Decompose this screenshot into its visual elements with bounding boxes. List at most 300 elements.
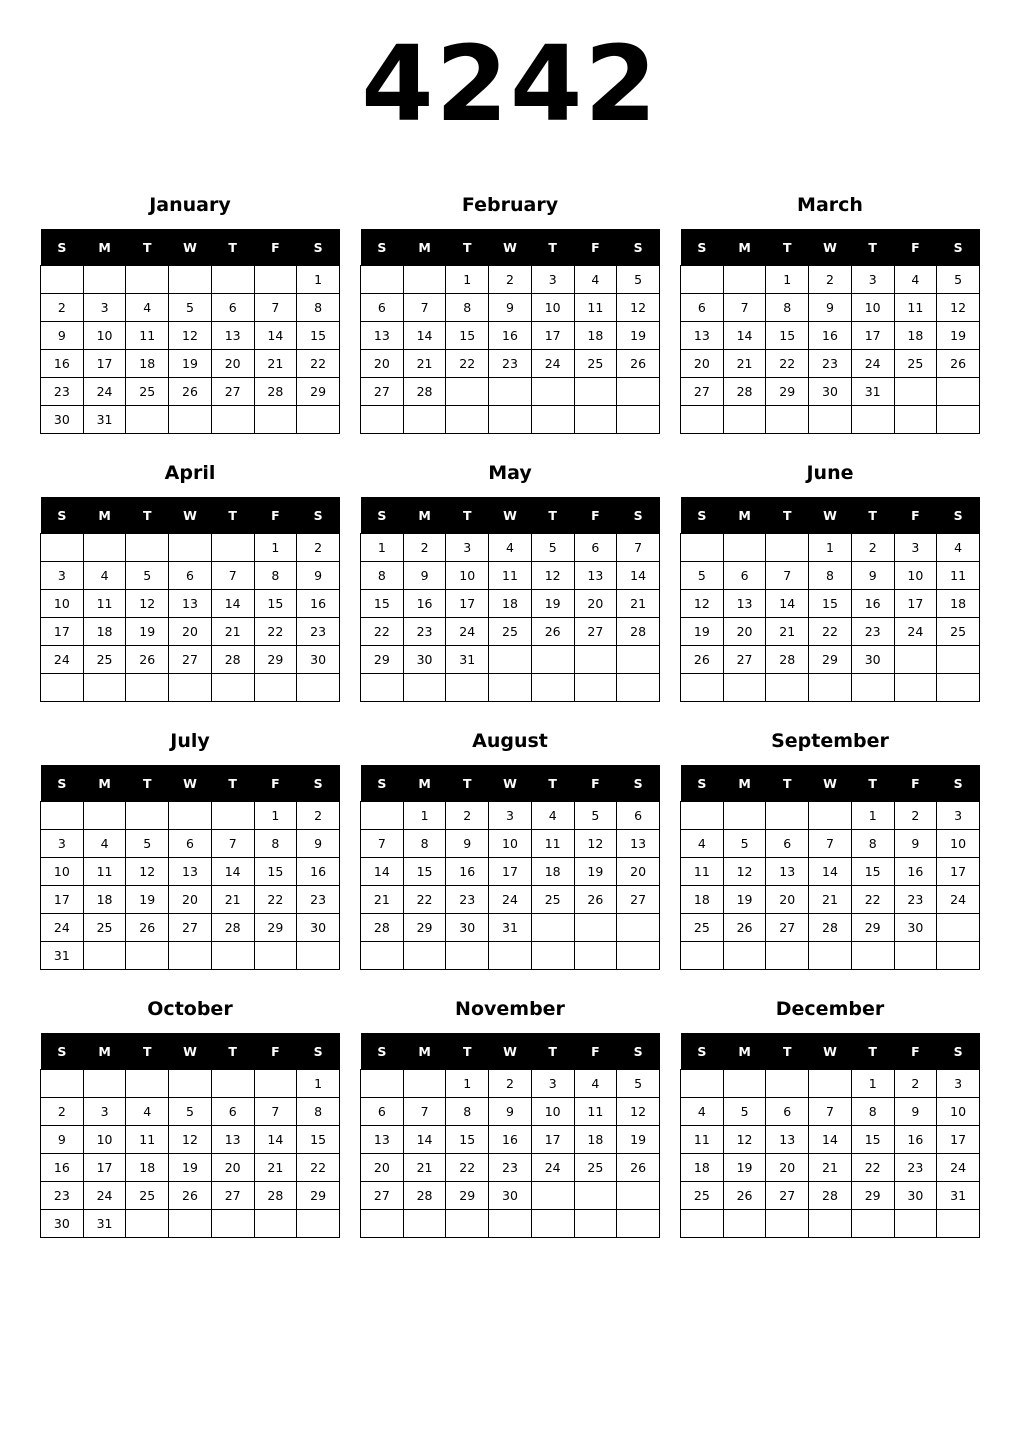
day-cell[interactable]: 17 (41, 618, 84, 646)
day-cell[interactable]: 17 (83, 1154, 126, 1182)
day-cell[interactable]: 5 (169, 294, 212, 322)
day-cell[interactable]: 8 (446, 1098, 489, 1126)
day-cell[interactable]: 12 (723, 858, 766, 886)
day-cell[interactable]: 11 (681, 1126, 724, 1154)
day-cell[interactable]: 18 (531, 858, 574, 886)
day-cell[interactable]: 28 (766, 646, 809, 674)
day-cell[interactable]: 13 (211, 1126, 254, 1154)
day-cell[interactable]: 17 (446, 590, 489, 618)
day-cell[interactable]: 23 (894, 1154, 937, 1182)
day-cell[interactable]: 9 (851, 562, 894, 590)
day-cell[interactable]: 3 (41, 562, 84, 590)
day-cell[interactable]: 21 (254, 350, 297, 378)
day-cell[interactable]: 30 (403, 646, 446, 674)
day-cell[interactable]: 14 (617, 562, 660, 590)
day-cell[interactable]: 27 (361, 378, 404, 406)
day-cell[interactable]: 17 (851, 322, 894, 350)
day-cell[interactable]: 23 (403, 618, 446, 646)
day-cell[interactable]: 13 (723, 590, 766, 618)
day-cell[interactable]: 27 (617, 886, 660, 914)
day-cell[interactable]: 2 (41, 1098, 84, 1126)
day-cell[interactable]: 1 (297, 266, 340, 294)
day-cell[interactable]: 10 (531, 294, 574, 322)
day-cell[interactable]: 29 (446, 1182, 489, 1210)
day-cell[interactable]: 22 (254, 886, 297, 914)
day-cell[interactable]: 3 (851, 266, 894, 294)
day-cell[interactable]: 11 (489, 562, 532, 590)
day-cell[interactable]: 20 (169, 886, 212, 914)
day-cell[interactable]: 19 (531, 590, 574, 618)
day-cell[interactable]: 27 (169, 914, 212, 942)
day-cell[interactable]: 15 (403, 858, 446, 886)
day-cell[interactable]: 10 (83, 1126, 126, 1154)
day-cell[interactable]: 3 (937, 1070, 980, 1098)
day-cell[interactable]: 16 (489, 1126, 532, 1154)
day-cell[interactable]: 3 (41, 830, 84, 858)
day-cell[interactable]: 1 (446, 1070, 489, 1098)
day-cell[interactable]: 18 (681, 1154, 724, 1182)
day-cell[interactable]: 8 (851, 1098, 894, 1126)
day-cell[interactable]: 20 (723, 618, 766, 646)
day-cell[interactable]: 25 (894, 350, 937, 378)
day-cell[interactable]: 3 (894, 534, 937, 562)
day-cell[interactable]: 9 (489, 1098, 532, 1126)
day-cell[interactable]: 30 (809, 378, 852, 406)
day-cell[interactable]: 27 (766, 1182, 809, 1210)
day-cell[interactable]: 12 (169, 322, 212, 350)
day-cell[interactable]: 13 (574, 562, 617, 590)
day-cell[interactable]: 2 (489, 1070, 532, 1098)
day-cell[interactable]: 10 (41, 858, 84, 886)
day-cell[interactable]: 4 (83, 562, 126, 590)
day-cell[interactable]: 2 (851, 534, 894, 562)
day-cell[interactable]: 12 (723, 1126, 766, 1154)
day-cell[interactable]: 10 (531, 1098, 574, 1126)
day-cell[interactable]: 2 (41, 294, 84, 322)
day-cell[interactable]: 11 (83, 590, 126, 618)
day-cell[interactable]: 4 (126, 294, 169, 322)
day-cell[interactable]: 28 (254, 378, 297, 406)
day-cell[interactable]: 16 (894, 1126, 937, 1154)
day-cell[interactable]: 9 (297, 830, 340, 858)
day-cell[interactable]: 8 (254, 830, 297, 858)
day-cell[interactable]: 6 (169, 830, 212, 858)
day-cell[interactable]: 25 (126, 378, 169, 406)
day-cell[interactable]: 9 (489, 294, 532, 322)
day-cell[interactable]: 9 (403, 562, 446, 590)
day-cell[interactable]: 14 (723, 322, 766, 350)
day-cell[interactable]: 11 (126, 322, 169, 350)
day-cell[interactable]: 11 (531, 830, 574, 858)
day-cell[interactable]: 4 (489, 534, 532, 562)
day-cell[interactable]: 14 (254, 322, 297, 350)
day-cell[interactable]: 2 (894, 1070, 937, 1098)
day-cell[interactable]: 30 (297, 646, 340, 674)
day-cell[interactable]: 1 (254, 534, 297, 562)
day-cell[interactable]: 21 (809, 886, 852, 914)
day-cell[interactable]: 15 (254, 590, 297, 618)
day-cell[interactable]: 8 (446, 294, 489, 322)
day-cell[interactable]: 16 (446, 858, 489, 886)
day-cell[interactable]: 6 (211, 294, 254, 322)
day-cell[interactable]: 7 (723, 294, 766, 322)
day-cell[interactable]: 5 (937, 266, 980, 294)
day-cell[interactable]: 6 (361, 294, 404, 322)
day-cell[interactable]: 7 (809, 830, 852, 858)
day-cell[interactable]: 18 (126, 1154, 169, 1182)
day-cell[interactable]: 24 (851, 350, 894, 378)
day-cell[interactable]: 3 (531, 266, 574, 294)
day-cell[interactable]: 26 (937, 350, 980, 378)
day-cell[interactable]: 1 (851, 1070, 894, 1098)
day-cell[interactable]: 26 (617, 350, 660, 378)
day-cell[interactable]: 24 (531, 1154, 574, 1182)
day-cell[interactable]: 10 (894, 562, 937, 590)
day-cell[interactable]: 5 (617, 1070, 660, 1098)
day-cell[interactable]: 25 (681, 1182, 724, 1210)
day-cell[interactable]: 4 (83, 830, 126, 858)
day-cell[interactable]: 24 (83, 1182, 126, 1210)
day-cell[interactable]: 5 (126, 562, 169, 590)
day-cell[interactable]: 23 (489, 1154, 532, 1182)
day-cell[interactable]: 29 (851, 1182, 894, 1210)
day-cell[interactable]: 21 (617, 590, 660, 618)
day-cell[interactable]: 10 (83, 322, 126, 350)
day-cell[interactable]: 18 (83, 886, 126, 914)
day-cell[interactable]: 25 (937, 618, 980, 646)
day-cell[interactable]: 22 (361, 618, 404, 646)
day-cell[interactable]: 4 (937, 534, 980, 562)
day-cell[interactable]: 23 (851, 618, 894, 646)
day-cell[interactable]: 3 (83, 294, 126, 322)
day-cell[interactable]: 6 (681, 294, 724, 322)
day-cell[interactable]: 7 (766, 562, 809, 590)
day-cell[interactable]: 24 (83, 378, 126, 406)
day-cell[interactable]: 13 (169, 858, 212, 886)
day-cell[interactable]: 13 (361, 1126, 404, 1154)
day-cell[interactable]: 13 (766, 858, 809, 886)
day-cell[interactable]: 16 (297, 858, 340, 886)
day-cell[interactable]: 20 (211, 350, 254, 378)
day-cell[interactable]: 30 (894, 1182, 937, 1210)
day-cell[interactable]: 4 (531, 802, 574, 830)
day-cell[interactable]: 1 (297, 1070, 340, 1098)
day-cell[interactable]: 21 (766, 618, 809, 646)
day-cell[interactable]: 3 (446, 534, 489, 562)
day-cell[interactable]: 24 (446, 618, 489, 646)
day-cell[interactable]: 20 (574, 590, 617, 618)
day-cell[interactable]: 12 (531, 562, 574, 590)
day-cell[interactable]: 30 (894, 914, 937, 942)
day-cell[interactable]: 19 (937, 322, 980, 350)
day-cell[interactable]: 1 (361, 534, 404, 562)
day-cell[interactable]: 26 (723, 914, 766, 942)
day-cell[interactable]: 1 (766, 266, 809, 294)
day-cell[interactable]: 30 (297, 914, 340, 942)
day-cell[interactable]: 9 (809, 294, 852, 322)
day-cell[interactable]: 24 (894, 618, 937, 646)
day-cell[interactable]: 24 (531, 350, 574, 378)
day-cell[interactable]: 5 (681, 562, 724, 590)
day-cell[interactable]: 4 (574, 266, 617, 294)
day-cell[interactable]: 5 (723, 830, 766, 858)
day-cell[interactable]: 7 (361, 830, 404, 858)
day-cell[interactable]: 18 (574, 1126, 617, 1154)
day-cell[interactable]: 2 (403, 534, 446, 562)
day-cell[interactable]: 23 (446, 886, 489, 914)
day-cell[interactable]: 20 (766, 886, 809, 914)
day-cell[interactable]: 11 (681, 858, 724, 886)
day-cell[interactable]: 17 (531, 1126, 574, 1154)
day-cell[interactable]: 10 (489, 830, 532, 858)
day-cell[interactable]: 31 (83, 1210, 126, 1238)
day-cell[interactable]: 30 (446, 914, 489, 942)
day-cell[interactable]: 24 (937, 1154, 980, 1182)
day-cell[interactable]: 9 (41, 322, 84, 350)
day-cell[interactable]: 7 (211, 562, 254, 590)
day-cell[interactable]: 11 (574, 294, 617, 322)
day-cell[interactable]: 6 (766, 1098, 809, 1126)
day-cell[interactable]: 31 (851, 378, 894, 406)
day-cell[interactable]: 27 (211, 378, 254, 406)
day-cell[interactable]: 6 (574, 534, 617, 562)
day-cell[interactable]: 2 (489, 266, 532, 294)
day-cell[interactable]: 11 (894, 294, 937, 322)
day-cell[interactable]: 22 (297, 1154, 340, 1182)
day-cell[interactable]: 7 (403, 294, 446, 322)
day-cell[interactable]: 8 (297, 294, 340, 322)
day-cell[interactable]: 14 (809, 1126, 852, 1154)
day-cell[interactable]: 22 (403, 886, 446, 914)
day-cell[interactable]: 9 (297, 562, 340, 590)
day-cell[interactable]: 26 (574, 886, 617, 914)
day-cell[interactable]: 2 (446, 802, 489, 830)
day-cell[interactable]: 21 (809, 1154, 852, 1182)
day-cell[interactable]: 24 (937, 886, 980, 914)
day-cell[interactable]: 4 (681, 1098, 724, 1126)
day-cell[interactable]: 23 (489, 350, 532, 378)
day-cell[interactable]: 26 (169, 378, 212, 406)
day-cell[interactable]: 17 (937, 858, 980, 886)
day-cell[interactable]: 10 (41, 590, 84, 618)
day-cell[interactable]: 17 (489, 858, 532, 886)
day-cell[interactable]: 7 (254, 1098, 297, 1126)
day-cell[interactable]: 12 (126, 858, 169, 886)
day-cell[interactable]: 3 (531, 1070, 574, 1098)
day-cell[interactable]: 22 (446, 350, 489, 378)
day-cell[interactable]: 2 (809, 266, 852, 294)
day-cell[interactable]: 22 (851, 886, 894, 914)
day-cell[interactable]: 8 (361, 562, 404, 590)
day-cell[interactable]: 25 (489, 618, 532, 646)
day-cell[interactable]: 23 (297, 618, 340, 646)
day-cell[interactable]: 19 (126, 618, 169, 646)
day-cell[interactable]: 24 (41, 646, 84, 674)
day-cell[interactable]: 3 (937, 802, 980, 830)
day-cell[interactable]: 18 (894, 322, 937, 350)
day-cell[interactable]: 25 (83, 914, 126, 942)
day-cell[interactable]: 21 (403, 350, 446, 378)
day-cell[interactable]: 29 (254, 914, 297, 942)
day-cell[interactable]: 16 (851, 590, 894, 618)
day-cell[interactable]: 26 (723, 1182, 766, 1210)
day-cell[interactable]: 17 (83, 350, 126, 378)
day-cell[interactable]: 31 (83, 406, 126, 434)
day-cell[interactable]: 25 (126, 1182, 169, 1210)
day-cell[interactable]: 15 (446, 322, 489, 350)
day-cell[interactable]: 9 (41, 1126, 84, 1154)
day-cell[interactable]: 18 (681, 886, 724, 914)
day-cell[interactable]: 14 (809, 858, 852, 886)
day-cell[interactable]: 17 (41, 886, 84, 914)
day-cell[interactable]: 12 (617, 294, 660, 322)
day-cell[interactable]: 8 (766, 294, 809, 322)
day-cell[interactable]: 14 (211, 590, 254, 618)
day-cell[interactable]: 20 (361, 350, 404, 378)
day-cell[interactable]: 1 (809, 534, 852, 562)
day-cell[interactable]: 26 (126, 646, 169, 674)
day-cell[interactable]: 19 (723, 886, 766, 914)
day-cell[interactable]: 4 (574, 1070, 617, 1098)
day-cell[interactable]: 27 (766, 914, 809, 942)
day-cell[interactable]: 5 (126, 830, 169, 858)
day-cell[interactable]: 31 (937, 1182, 980, 1210)
day-cell[interactable]: 22 (254, 618, 297, 646)
day-cell[interactable]: 27 (211, 1182, 254, 1210)
day-cell[interactable]: 21 (254, 1154, 297, 1182)
day-cell[interactable]: 12 (617, 1098, 660, 1126)
day-cell[interactable]: 2 (297, 802, 340, 830)
day-cell[interactable]: 10 (851, 294, 894, 322)
day-cell[interactable]: 19 (126, 886, 169, 914)
day-cell[interactable]: 29 (766, 378, 809, 406)
day-cell[interactable]: 18 (83, 618, 126, 646)
day-cell[interactable]: 13 (766, 1126, 809, 1154)
day-cell[interactable]: 28 (809, 914, 852, 942)
day-cell[interactable]: 24 (489, 886, 532, 914)
day-cell[interactable]: 9 (446, 830, 489, 858)
day-cell[interactable]: 7 (254, 294, 297, 322)
day-cell[interactable]: 19 (169, 350, 212, 378)
day-cell[interactable]: 13 (361, 322, 404, 350)
day-cell[interactable]: 30 (489, 1182, 532, 1210)
day-cell[interactable]: 10 (446, 562, 489, 590)
day-cell[interactable]: 8 (297, 1098, 340, 1126)
day-cell[interactable]: 16 (809, 322, 852, 350)
day-cell[interactable]: 25 (574, 350, 617, 378)
day-cell[interactable]: 14 (254, 1126, 297, 1154)
day-cell[interactable]: 30 (851, 646, 894, 674)
day-cell[interactable]: 12 (681, 590, 724, 618)
day-cell[interactable]: 15 (851, 1126, 894, 1154)
day-cell[interactable]: 23 (41, 378, 84, 406)
day-cell[interactable]: 29 (297, 1182, 340, 1210)
day-cell[interactable]: 21 (211, 886, 254, 914)
day-cell[interactable]: 6 (766, 830, 809, 858)
day-cell[interactable]: 3 (489, 802, 532, 830)
day-cell[interactable]: 27 (361, 1182, 404, 1210)
day-cell[interactable]: 16 (403, 590, 446, 618)
day-cell[interactable]: 28 (361, 914, 404, 942)
day-cell[interactable]: 16 (41, 350, 84, 378)
day-cell[interactable]: 26 (617, 1154, 660, 1182)
day-cell[interactable]: 4 (894, 266, 937, 294)
day-cell[interactable]: 28 (254, 1182, 297, 1210)
day-cell[interactable]: 19 (169, 1154, 212, 1182)
day-cell[interactable]: 14 (403, 322, 446, 350)
day-cell[interactable]: 20 (361, 1154, 404, 1182)
day-cell[interactable]: 22 (851, 1154, 894, 1182)
day-cell[interactable]: 8 (254, 562, 297, 590)
day-cell[interactable]: 10 (937, 1098, 980, 1126)
day-cell[interactable]: 26 (169, 1182, 212, 1210)
day-cell[interactable]: 8 (809, 562, 852, 590)
day-cell[interactable]: 23 (894, 886, 937, 914)
day-cell[interactable]: 15 (766, 322, 809, 350)
day-cell[interactable]: 7 (617, 534, 660, 562)
day-cell[interactable]: 23 (297, 886, 340, 914)
day-cell[interactable]: 21 (403, 1154, 446, 1182)
day-cell[interactable]: 13 (681, 322, 724, 350)
day-cell[interactable]: 16 (894, 858, 937, 886)
day-cell[interactable]: 2 (297, 534, 340, 562)
day-cell[interactable]: 16 (297, 590, 340, 618)
day-cell[interactable]: 28 (211, 914, 254, 942)
day-cell[interactable]: 28 (723, 378, 766, 406)
day-cell[interactable]: 12 (169, 1126, 212, 1154)
day-cell[interactable]: 7 (809, 1098, 852, 1126)
day-cell[interactable]: 17 (937, 1126, 980, 1154)
day-cell[interactable]: 15 (254, 858, 297, 886)
day-cell[interactable]: 31 (41, 942, 84, 970)
day-cell[interactable]: 7 (211, 830, 254, 858)
day-cell[interactable]: 1 (254, 802, 297, 830)
day-cell[interactable]: 27 (681, 378, 724, 406)
day-cell[interactable]: 22 (297, 350, 340, 378)
day-cell[interactable]: 7 (403, 1098, 446, 1126)
day-cell[interactable]: 6 (723, 562, 766, 590)
day-cell[interactable]: 15 (851, 858, 894, 886)
day-cell[interactable]: 25 (574, 1154, 617, 1182)
day-cell[interactable]: 13 (169, 590, 212, 618)
day-cell[interactable]: 11 (574, 1098, 617, 1126)
day-cell[interactable]: 11 (83, 858, 126, 886)
day-cell[interactable]: 13 (617, 830, 660, 858)
day-cell[interactable]: 15 (297, 322, 340, 350)
day-cell[interactable]: 14 (403, 1126, 446, 1154)
day-cell[interactable]: 25 (531, 886, 574, 914)
day-cell[interactable]: 11 (126, 1126, 169, 1154)
day-cell[interactable]: 26 (126, 914, 169, 942)
day-cell[interactable]: 2 (894, 802, 937, 830)
day-cell[interactable]: 26 (531, 618, 574, 646)
day-cell[interactable]: 18 (937, 590, 980, 618)
day-cell[interactable]: 29 (851, 914, 894, 942)
day-cell[interactable]: 29 (403, 914, 446, 942)
day-cell[interactable]: 24 (41, 914, 84, 942)
day-cell[interactable]: 1 (403, 802, 446, 830)
day-cell[interactable]: 29 (361, 646, 404, 674)
day-cell[interactable]: 25 (681, 914, 724, 942)
day-cell[interactable]: 15 (297, 1126, 340, 1154)
day-cell[interactable]: 28 (403, 378, 446, 406)
day-cell[interactable]: 18 (574, 322, 617, 350)
day-cell[interactable]: 28 (403, 1182, 446, 1210)
day-cell[interactable]: 12 (937, 294, 980, 322)
day-cell[interactable]: 16 (41, 1154, 84, 1182)
day-cell[interactable]: 5 (574, 802, 617, 830)
day-cell[interactable]: 22 (446, 1154, 489, 1182)
